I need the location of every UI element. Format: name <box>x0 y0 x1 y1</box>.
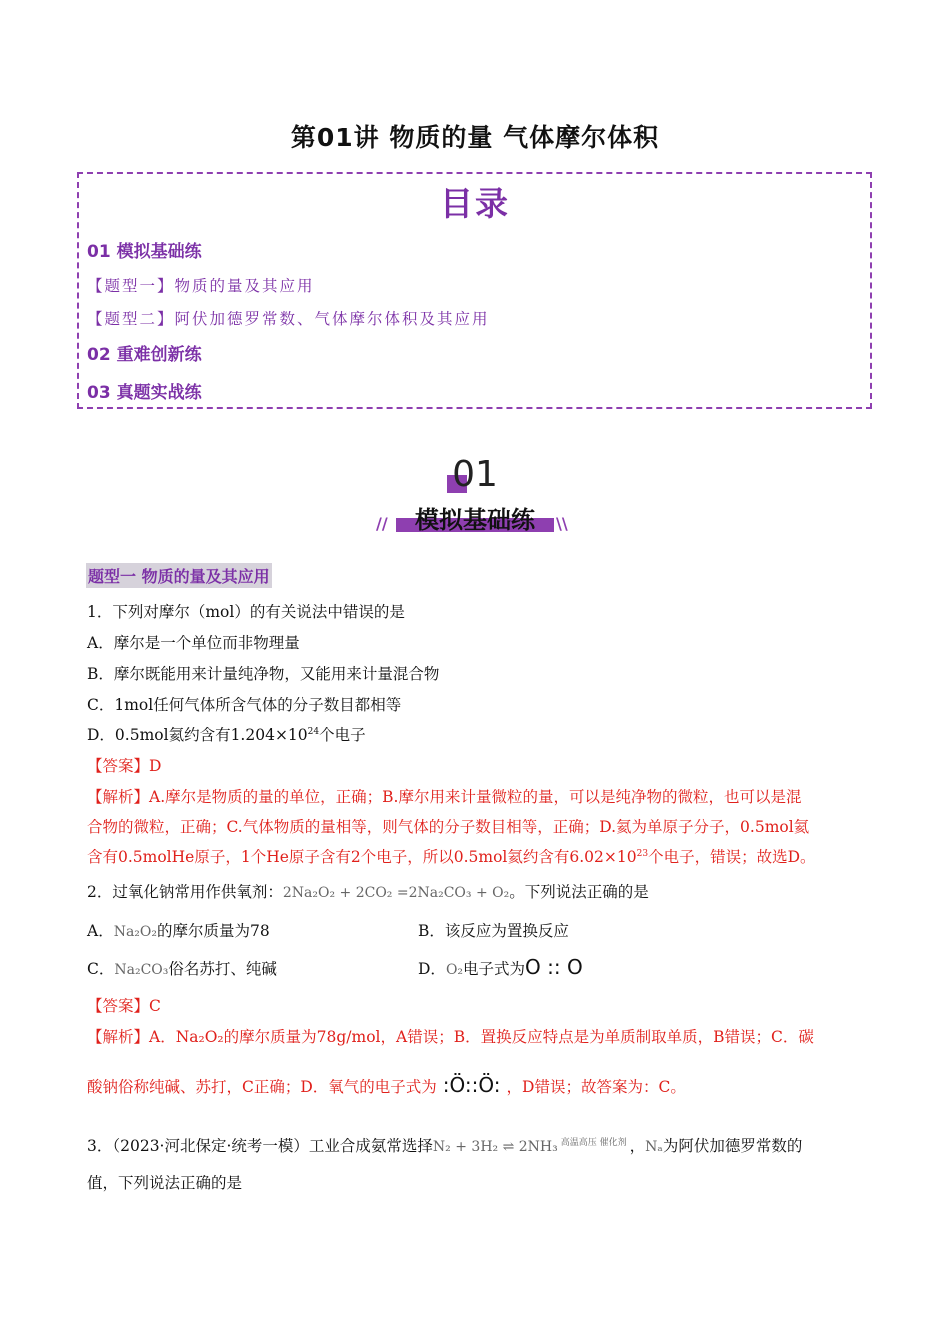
badge-slash-left-icon: // <box>376 514 388 533</box>
page-title: 第01讲 物质的量 气体摩尔体积 <box>290 123 660 152</box>
q2-equation: 2Na₂O₂ + 2CO₂ =2Na₂CO₃ + O₂ <box>282 885 510 901</box>
q3-stem-2: 值，下列说法正确的是 <box>87 1174 243 1192</box>
q2-stem: 2．过氧化钠常用作供氧剂：2Na₂O₂ + 2CO₂ =2Na₂CO₃ + O₂。下列说法正确的是 <box>87 883 649 901</box>
toc-heading: 目录 <box>440 184 510 223</box>
q3-equation: N₂ + 3H₂ ⇌ 2NH₃ <box>432 1139 558 1155</box>
q1-explanation-2: 合物的微粒，正确；C.气体物质的量相等，则气体的分子数目相等，正确；D.氦为单原子分子，0.5mol氦 <box>87 818 810 836</box>
toc-section-3[interactable]: 03 真题实战练 <box>87 383 202 403</box>
section-badge-number: 01 <box>452 454 498 495</box>
q2-option-d: D．O₂电子式为O :: O <box>418 955 583 979</box>
toc-section-2[interactable]: 02 重难创新练 <box>87 345 202 365</box>
toc-section-1[interactable]: 01 模拟基础练 <box>87 242 202 262</box>
q3-conditions: 高温高压 催化剂 <box>560 1137 627 1148</box>
q2-explanation-1: 【解析】A．Na₂O₂的摩尔质量为78g/mol，A错误；B．置换反应特点是为单质制取单质，B错误；C．碳 <box>87 1028 814 1046</box>
q3-stem: 3．（2023·河北保定·统考一模）工业合成氨常选择N₂ + 3H₂ ⇌ 2NH₃ $^{高温高压 催化剂}$ ，Nₐ为阿伏加德罗常数的 <box>87 1137 803 1155</box>
q1-explanation-3: 含有0.5molHe原子，1个He原子含有2个电子，所以0.5mol氦约含有$6.02\times 10^{23}$个电子，错误；故选D。 <box>87 848 816 866</box>
badge-slash-right-icon: \\ <box>556 514 568 533</box>
q2-option-a: A．Na₂O₂的摩尔质量为78 <box>87 922 270 940</box>
q1-option-a: A．摩尔是一个单位而非物理量 <box>87 634 300 652</box>
o2-electron-structure: :Ö::Ö: <box>442 1073 501 1097</box>
q1-option-c: C．1mol任何气体所含气体的分子数目都相等 <box>87 696 402 714</box>
q1-answer: 【答案】D <box>87 757 162 775</box>
type-one-heading: 题型一 物质的量及其应用 <box>86 563 272 588</box>
toc-item-2[interactable]: 【题型二】阿伏加德罗常数、气体摩尔体积及其应用 <box>87 310 490 328</box>
q2-option-c: C．Na₂CO₃俗名苏打、纯碱 <box>87 960 277 978</box>
q2-answer: 【答案】C <box>87 997 161 1015</box>
q2-option-b: B．该反应为置换反应 <box>418 922 569 940</box>
q1-option-d: D．0.5mol氦约含有$1.204\times 10^{24}$个电子 <box>87 726 366 744</box>
q1-explanation-1: 【解析】A.摩尔是物质的量的单位，正确；B.摩尔用来计量微粒的量，可以是纯净物的微粒，也可以是混 <box>87 788 802 806</box>
section-badge-label: 模拟基础练 <box>415 506 535 534</box>
o2-structure: O :: O <box>525 955 583 979</box>
toc-item-1[interactable]: 【题型一】物质的量及其应用 <box>87 277 315 295</box>
q1-stem: 1．下列对摩尔（mol）的有关说法中错误的是 <box>87 603 405 621</box>
q1-option-b: B．摩尔既能用来计量纯净物，又能用来计量混合物 <box>87 665 440 683</box>
q2-explanation-2: 酸钠俗称纯碱、苏打，C正确；D．氧气的电子式为 :Ö::Ö: ，D错误；故答案为：C。 <box>87 1073 686 1097</box>
